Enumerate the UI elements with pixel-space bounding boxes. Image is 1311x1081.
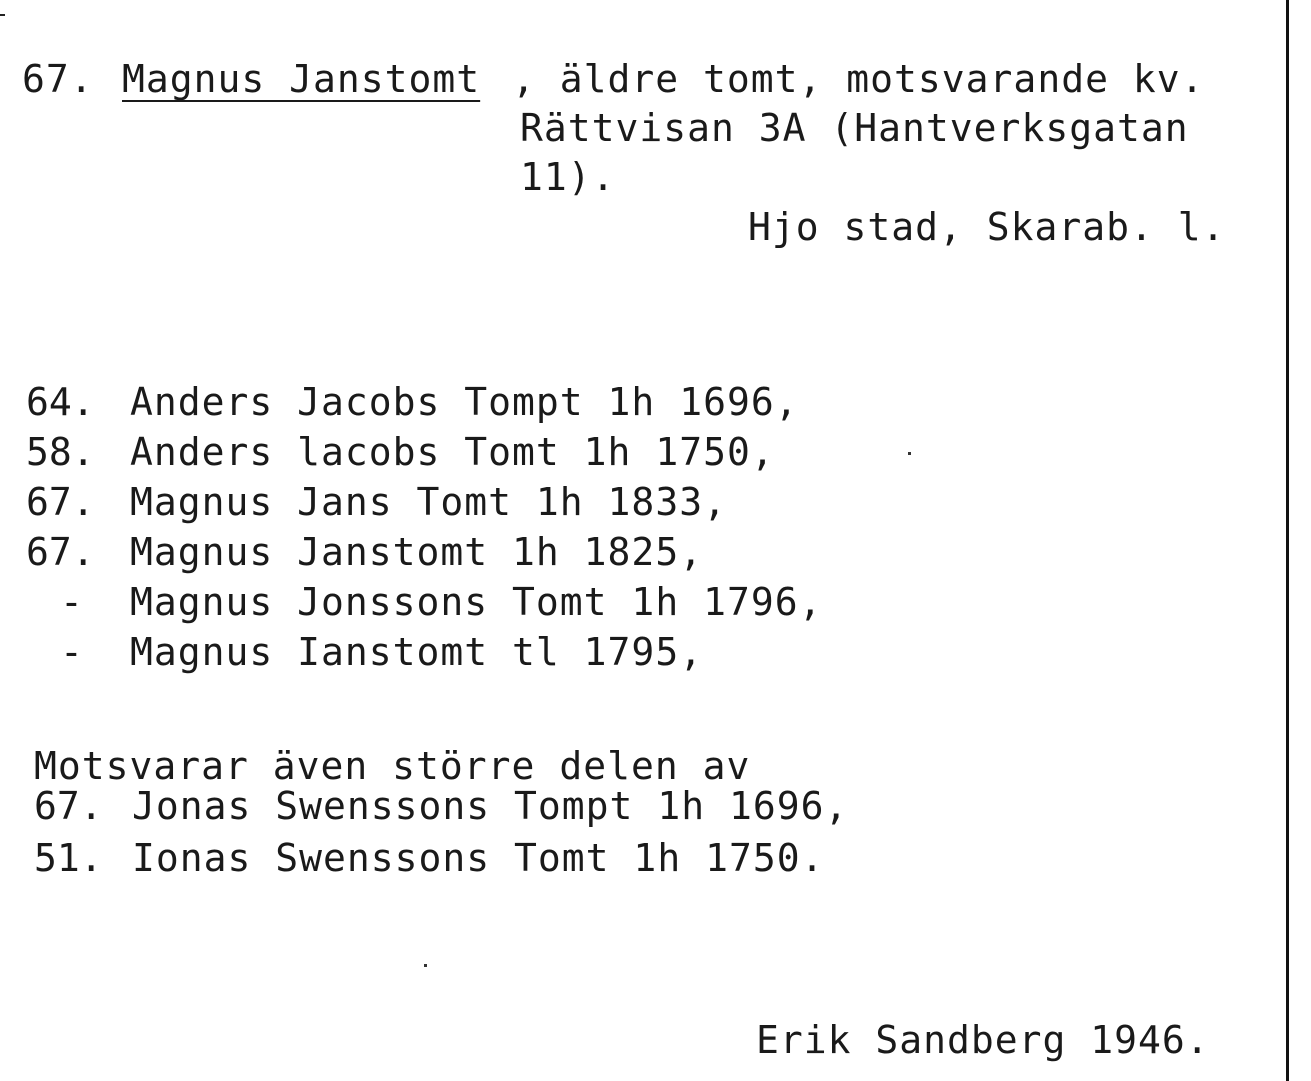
history-text: Magnus Jans Tomt 1h 1833, (130, 480, 727, 524)
also-number: 67. (34, 784, 103, 828)
also-text: Ionas Swenssons Tomt 1h 1750. (132, 836, 825, 880)
history-text: Magnus Janstomt 1h 1825, (130, 530, 704, 574)
history-number: 64. (26, 380, 95, 424)
heading-name: Magnus Janstomt (122, 57, 481, 101)
ink-speck (424, 964, 427, 967)
history-text: Anders lacobs Tomt 1h 1750, (130, 430, 775, 474)
history-number: - (60, 580, 83, 624)
ink-speck (908, 452, 911, 455)
history-number: - (60, 630, 83, 674)
edge-tick-mark (0, 14, 5, 16)
heading-number: 67. (22, 57, 94, 101)
history-text: Magnus Ianstomt tl 1795, (130, 630, 704, 674)
history-number: 67. (26, 480, 95, 524)
also-text: Jonas Swenssons Tompt 1h 1696, (132, 784, 849, 828)
heading-continuation: Rättvisan 3A (Hantverksgatan (520, 106, 1189, 150)
also-corresponds-intro: Motsvarar även större delen av (34, 744, 751, 788)
also-number: 51. (34, 836, 103, 880)
card-right-edge (1286, 0, 1289, 1081)
history-text: Anders Jacobs Tompt 1h 1696, (130, 380, 799, 424)
heading-description: , äldre tomt, motsvarande kv. (512, 57, 1205, 101)
location-line: Hjo stad, Skarab. l. (748, 205, 1226, 249)
history-number: 67. (26, 530, 95, 574)
signature: Erik Sandberg 1946. (756, 1018, 1210, 1062)
history-number: 58. (26, 430, 95, 474)
history-text: Magnus Jonssons Tomt 1h 1796, (130, 580, 823, 624)
heading-continuation: 11). (520, 155, 616, 199)
